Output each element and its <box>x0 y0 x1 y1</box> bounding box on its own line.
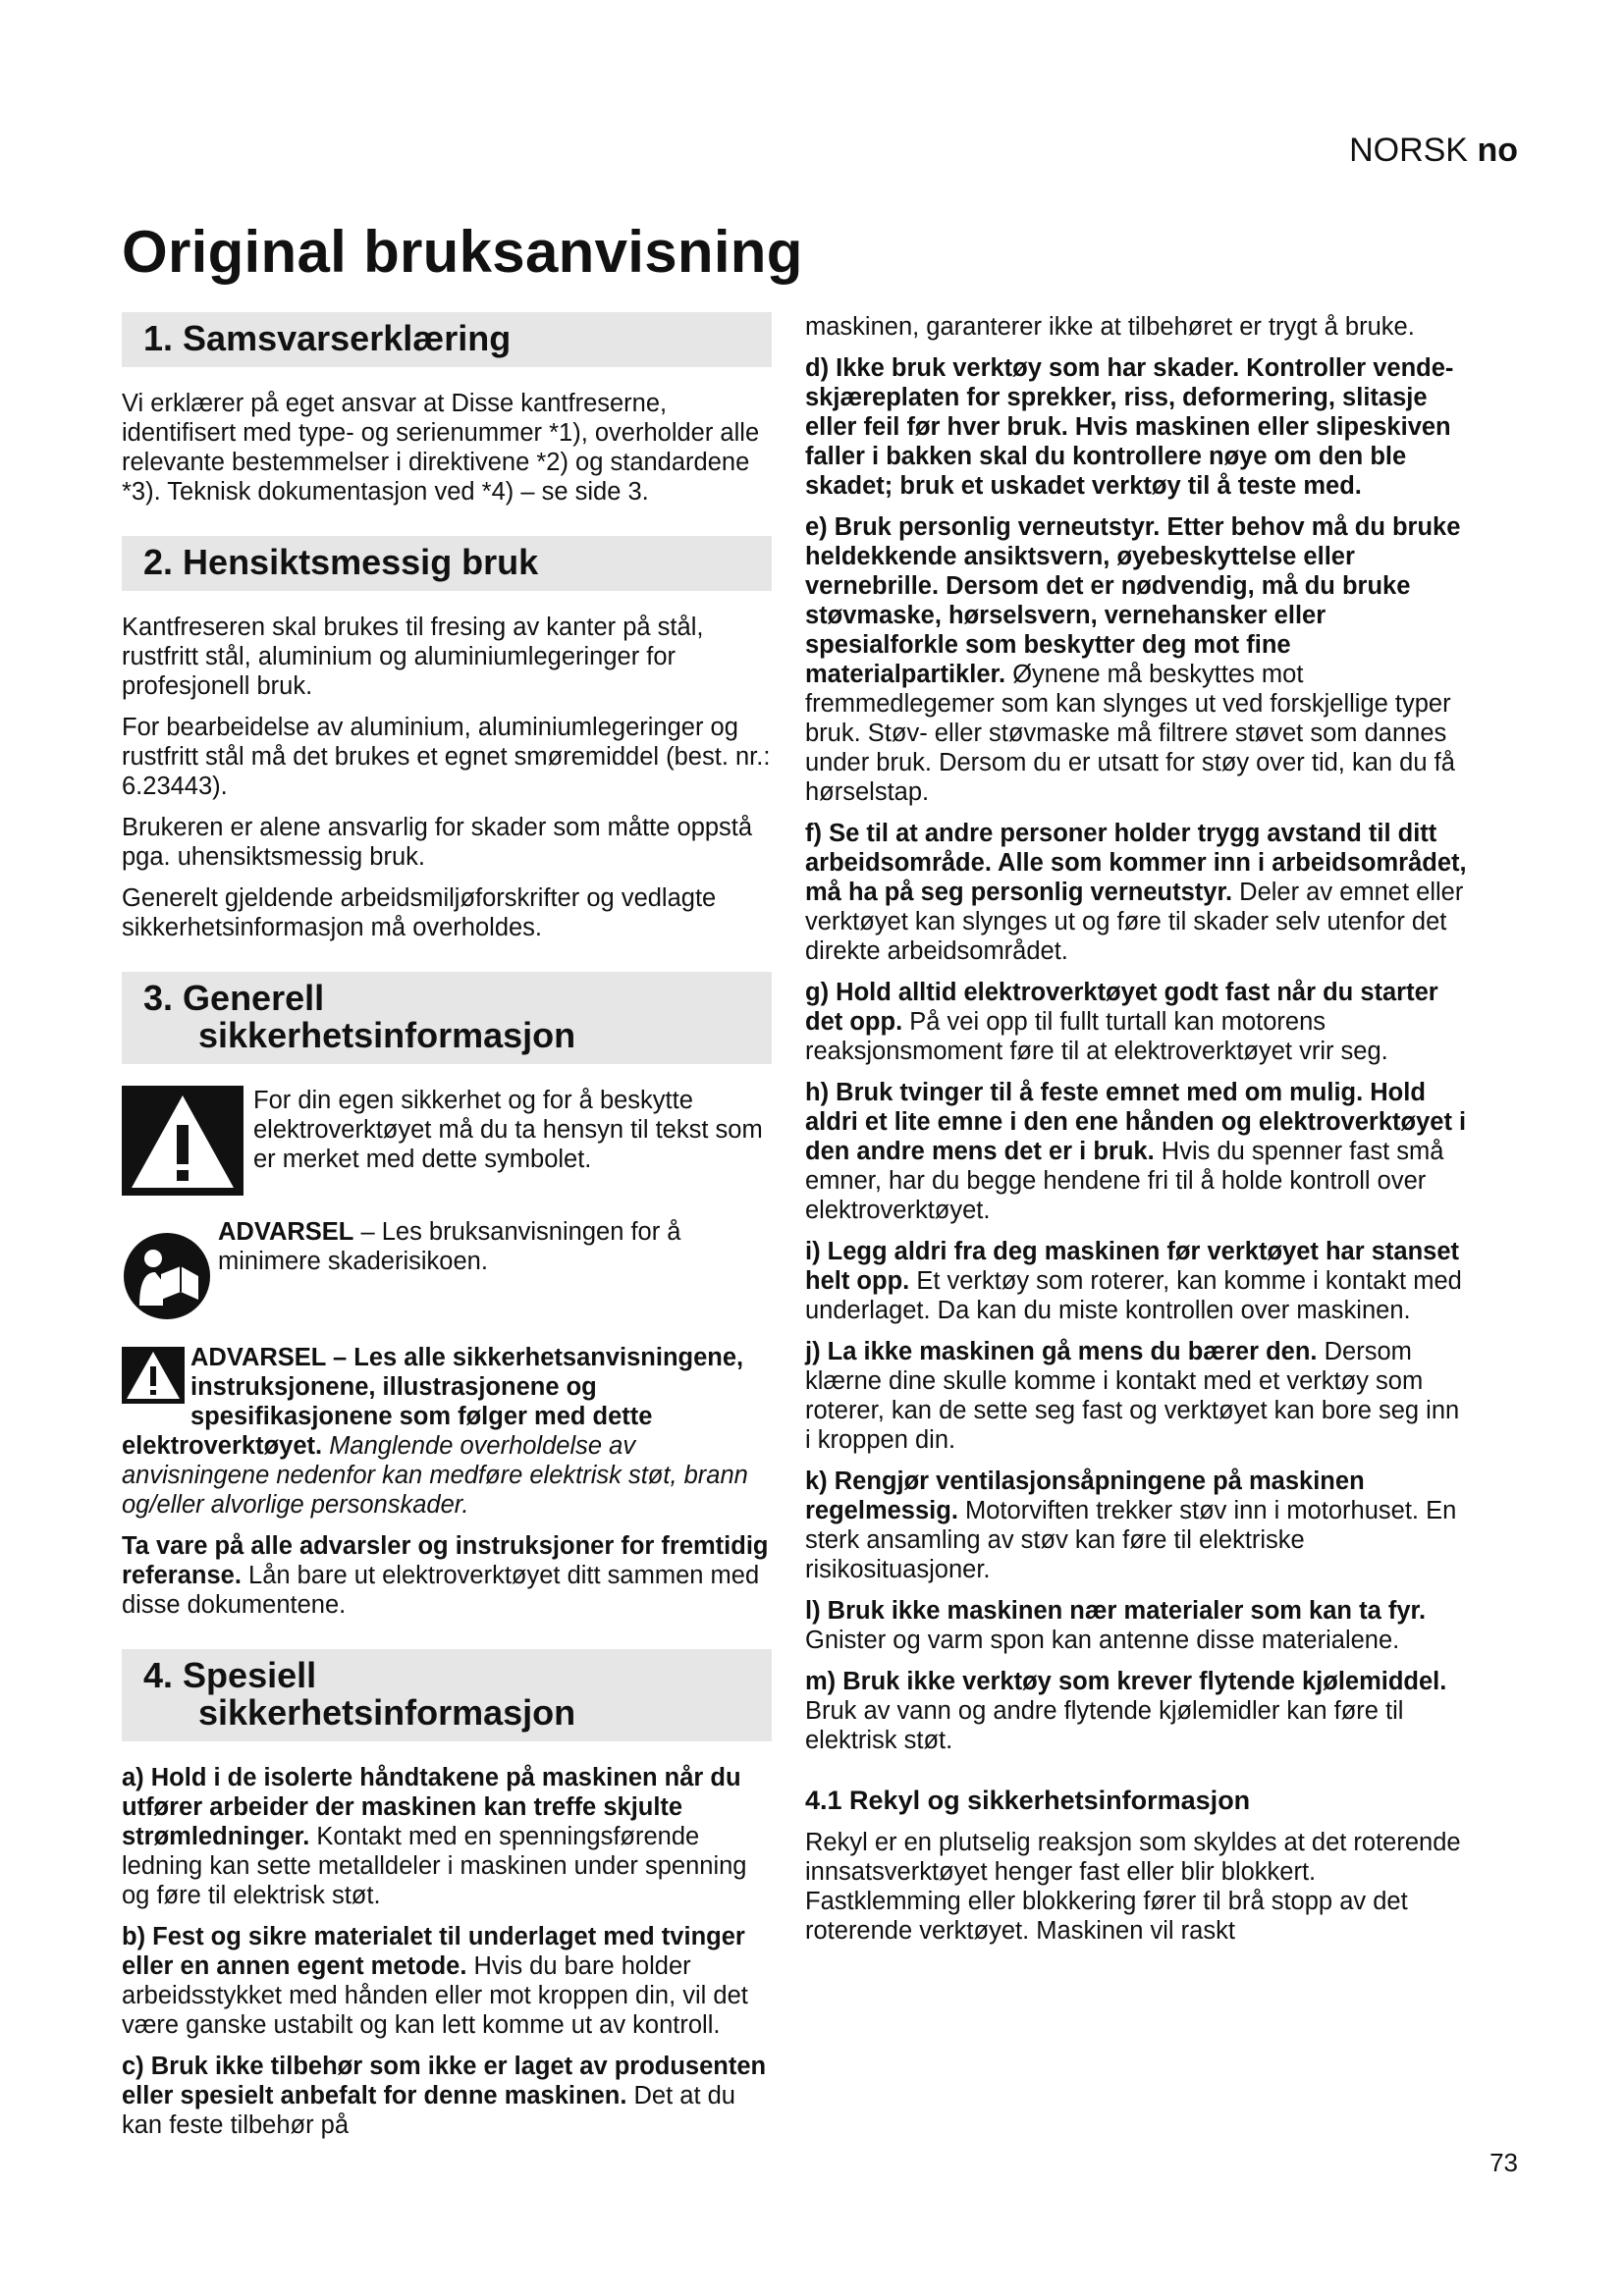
page-title: Original bruksanvisning <box>122 219 803 285</box>
right-column <box>805 312 1471 1946</box>
section-2-number: 2. <box>143 542 174 582</box>
keep-instructions <box>122 1531 772 1620</box>
rule-i <box>805 1237 1471 1325</box>
section-4-1-body: Rekyl er en plutselig reaksjon som skyldes at det roterende innsatsverktøyet henger fast eller blir blokkert. Fastklemming eller blokkering fører til brå stopp av det roterende verktøyet. Maskinen vil raskt <box>805 1829 1461 1945</box>
rule-f-bold: f) Se til at andre personer holder trygg avstand til ditt arbeidsområde. Alle som kommer inn i arbeidsområdet, må ha på seg personlig verneutstyr. <box>805 820 1467 906</box>
rule-b-bold: b) Fest og sikre materialet til underlaget med tvinger eller en annen egent metode. <box>122 1923 745 1980</box>
section-1-title: Samsvarserklæring <box>183 318 512 358</box>
section-2-paragraph-2: For bearbeidelse av aluminium, aluminiumlegeringer og rustfritt stål må det brukes et egnet smøremiddel (best. nr.: 6.23443). <box>122 714 771 800</box>
left-column <box>122 312 772 2140</box>
section-3-title-line-2: sikkerhetsinformasjon <box>198 1015 576 1055</box>
section-3-heading <box>122 972 772 1064</box>
rule-k-text: Motorviften trekker støv inn i motorhuset. En sterk ansamling av støv kan føre til elektriske risikosituasjoner. <box>805 1497 1457 1583</box>
keep-instructions-text: Lån bare ut elektroverktøyet ditt sammen med disse dokumentene. <box>122 1562 760 1619</box>
advarsel-all-bold: ADVARSEL – Les alle sikkerhetsanvisningene, instruksjonene, illustrasjonene og spesifikasjonene som følger med dette elektroverktøyet. <box>122 1344 744 1460</box>
rule-f <box>805 819 1471 966</box>
section-4-1-heading: 4.1 Rekyl og sikkerhetsinformasjon <box>805 1786 1251 1815</box>
section-1-body: Vi erklærer på eget ansvar at Disse kantfreserne, identifisert med type- og serienummer *1), overholder alle relevante bestemmelser i direktivene *2) og standardene *3). Teknisk dokumentasjon ved *4) – se side 3. <box>122 390 760 506</box>
rule-d <box>805 353 1471 501</box>
warning-triangle-icon <box>122 1086 244 1196</box>
rule-h-bold: h) Bruk tvinger til å feste emnet med om mulig. Hold aldri et lite emne i den ene hånden og elektroverktøyet i den andre mens det er i bruk. <box>805 1079 1467 1165</box>
advarsel-label: ADVARSEL <box>218 1218 354 1246</box>
section-3-number: 3. <box>143 978 174 1018</box>
section-1-heading <box>122 312 772 367</box>
advarsel-all-instructions <box>122 1343 772 1520</box>
rule-h-text: Hvis du spenner fast små emner, har du begge hendene fri til å holde kontroll over elektroverktøyet. <box>805 1138 1444 1224</box>
rule-m-bold: m) Bruk ikke verktøy som krever flytende kjølemiddel. <box>805 1668 1447 1695</box>
rule-l-bold: l) Bruk ikke maskinen nær materialer som kan ta fyr. <box>805 1597 1427 1625</box>
rule-c-bold: c) Bruk ikke tilbehør som ikke er laget av produsenten eller spesielt anbefalt for denne maskinen. <box>122 2053 767 2109</box>
section-4-title-line-2: sikkerhetsinformasjon <box>198 1692 576 1733</box>
warning-symbol-text: For din egen sikkerhet og for å beskytte elektroverktøyet må du ta hensyn til tekst som er merket med dette symbolet. <box>253 1087 763 1173</box>
rule-a-text: Kontakt med en spenningsførende ledning kan sette metalldeler i maskinen under spenning og føre til elektrisk støt. <box>122 1823 747 1909</box>
read-manual-note <box>122 1217 772 1321</box>
rule-b <box>122 1922 772 2040</box>
rule-j <box>805 1337 1471 1455</box>
rule-f-text: Deler av emnet eller verktøyet kan slynges ut og føre til skader selv utenfor det direkte arbeidsområdet. <box>805 879 1464 965</box>
section-1-number: 1. <box>143 318 174 358</box>
rule-k <box>805 1467 1471 1584</box>
rule-c-continued: maskinen, garanterer ikke at tilbehøret er trygt å bruke. <box>805 313 1415 341</box>
section-2-paragraph-3: Brukeren er alene ansvarlig for skader som måtte oppstå pga. uhensiktsmessig bruk. <box>122 814 753 871</box>
page-number: 73 <box>1489 2148 1518 2177</box>
advarsel-read-manual-text: – Les bruksanvisningen for å minimere skaderisikoen. <box>218 1218 681 1275</box>
warning-symbol-note <box>122 1086 772 1196</box>
rule-i-bold: i) Legg aldri fra deg maskinen før verktøyet har stanset helt opp. <box>805 1238 1460 1295</box>
warning-small-icon <box>122 1347 185 1404</box>
rule-h <box>805 1078 1471 1225</box>
rule-g-bold: g) Hold alltid elektroverktøyet godt fast når du starter det opp. <box>805 979 1438 1036</box>
rule-g <box>805 978 1471 1066</box>
section-4-heading <box>122 1649 772 1741</box>
rule-a-bold: a) Hold i de isolerte håndtakene på maskinen når du utfører arbeider der maskinen kan treffe skjulte strømledninger. <box>122 1764 741 1850</box>
rule-e-text: Øynene må beskyttes mot fremmedlegemer som kan slynges ut ved forskjellige typer bruk. Støv- eller støvmaske må filtrere støvet som dannes under bruk. Dersom du er utsatt for støy over tid, kan du få hørselstap. <box>805 661 1455 806</box>
section-2-heading <box>122 536 772 591</box>
rule-e-bold: e) Bruk personlig verneutstyr. Etter behov må du bruke heldekkende ansiktsvern, øyebeskyttelse eller vernebrille. Dersom det er nødvendig, må du bruke støvmaske, hørselsvern, vernehansker eller spesialforkle som beskytter deg mot fine materialpartikler. <box>805 513 1461 688</box>
section-3-title-line-1: Generell <box>183 978 325 1018</box>
read-manual-icon <box>122 1231 212 1321</box>
rule-m-text: Bruk av vann og andre flytende kjølemidler kan føre til elektrisk støt. <box>805 1697 1404 1754</box>
rule-l <box>805 1596 1471 1655</box>
section-2-title: Hensiktsmessig bruk <box>183 542 539 582</box>
rule-j-text: Dersom klærne dine skulle komme i kontakt med et verktøy som roterer, kan de sette seg fast og verktøyet kan bore seg inn i kroppen din. <box>805 1338 1460 1454</box>
rule-e <box>805 512 1471 807</box>
rule-c-text: Det at du kan feste tilbehør på <box>122 2082 735 2139</box>
rule-k-bold: k) Rengjør ventilasjonsåpningene på maskinen regelmessig. <box>805 1468 1365 1524</box>
keep-instructions-bold: Ta vare på alle advarsler og instruksjoner for fremtidig referanse. <box>122 1532 769 1589</box>
rule-i-text: Et verktøy som roterer, kan komme i kontakt med underlaget. Da kan du miste kontrollen over maskinen. <box>805 1267 1462 1324</box>
language-code: no <box>1477 132 1518 169</box>
rule-g-text: På vei opp til fullt turtall kan motorens reaksjonsmoment føre til at elektroverktøyet vrir seg. <box>805 1008 1388 1065</box>
rule-j-bold: j) La ikke maskinen gå mens du bærer den. <box>805 1338 1318 1365</box>
section-4-title-line-1: Spesiell <box>183 1655 317 1695</box>
rule-a <box>122 1763 772 1910</box>
rule-l-text: Gnister og varm spon kan antenne disse materialene. <box>805 1627 1400 1654</box>
language-name: NORSK <box>1349 132 1468 169</box>
section-4-number: 4. <box>143 1655 174 1695</box>
language-label <box>1349 132 1518 170</box>
section-2-paragraph-4: Generelt gjeldende arbeidsmiljøforskrifter og vedlagte sikkerhetsinformasjon må overholdes. <box>122 884 717 941</box>
rule-d-bold: d) Ikke bruk verktøy som har skader. Kontroller vende-skjæreplaten for sprekker, riss, deformering, slitasje eller feil før hver bruk. Hvis maskinen eller slipeskiven faller i bakken skal du kontrollere nøye om den ble skadet; bruk et uskadet verktøy til å teste med. <box>805 354 1454 500</box>
advarsel-all-italic: Manglende overholdelse av anvisningene nedenfor kan medføre elektrisk støt, brann og/eller alvorlige personskader. <box>122 1432 748 1519</box>
section-2-paragraph-1: Kantfreseren skal brukes til fresing av kanter på stål, rustfritt stål, aluminium og aluminiumlegeringer for profesjonell bruk. <box>122 614 704 700</box>
advarsel-read-manual <box>218 1217 772 1276</box>
rule-c <box>122 2052 772 2140</box>
rule-b-text: Hvis du bare holder arbeidsstykket med hånden eller mot kroppen din, vil det være ganske ustabilt og kan lett komme ut av kontroll. <box>122 1952 748 2039</box>
rule-m <box>805 1667 1471 1755</box>
